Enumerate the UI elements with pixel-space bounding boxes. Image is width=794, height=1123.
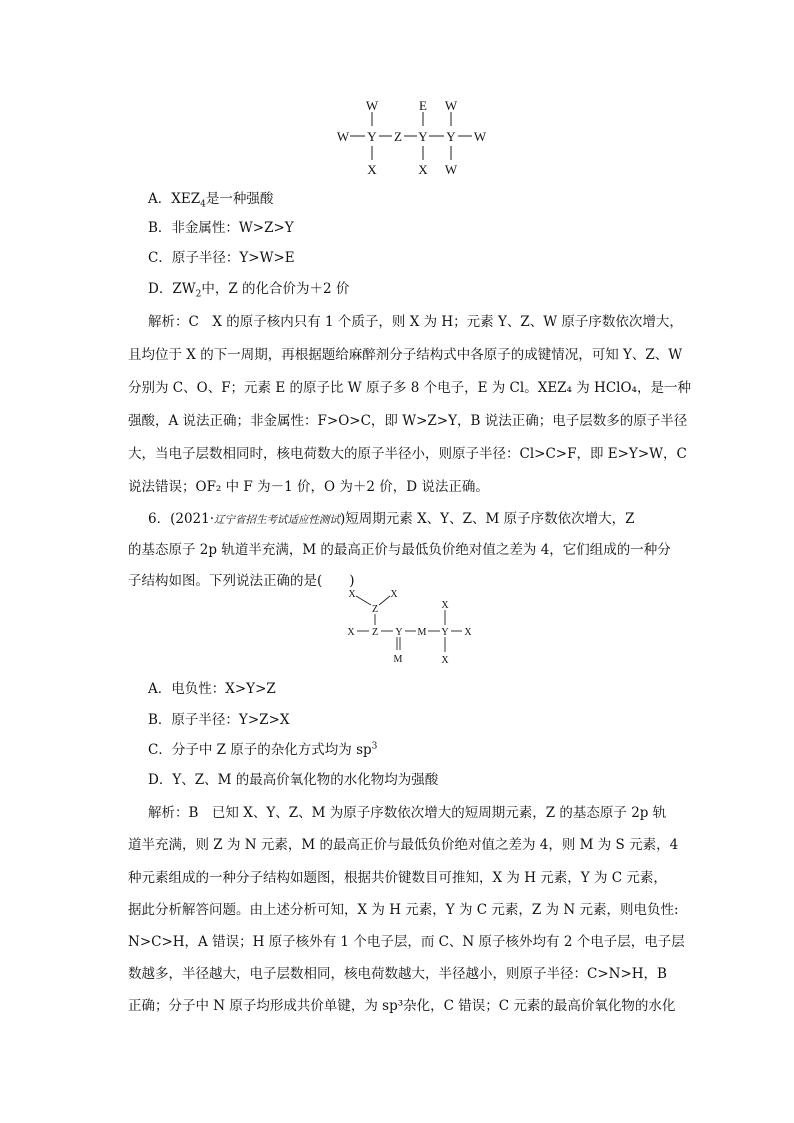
q6-analysis-line-1: 解析：B 已知 X、Y、Z、M 为原子序数依次增大的短周期元素，Z 的基态原子 2p 轨 <box>148 805 667 821</box>
d2-atom-m-mid: M <box>417 627 427 638</box>
d2-atom-y-left: Y <box>395 627 403 638</box>
q6-option-a: A．电负性：X>Y>Z <box>148 681 276 697</box>
atom-w-bottom: W <box>444 162 458 177</box>
atom-w-top-2: W <box>444 98 458 113</box>
q6-option-d: D．Y、Z、M 的最高价氧化物的水化物均为强酸 <box>148 772 439 788</box>
d2-atom-m-bottom: M <box>393 654 403 665</box>
q6-analysis-line-5: N>C>H，A 错误；H 原子核外有 1 个电子层，而 C、N 原子核外均有 2 个电子层，电子层 <box>128 934 685 950</box>
d2-atom-y-right: Y <box>441 627 449 638</box>
d2-atom-z-mid: Z <box>371 627 379 638</box>
atom-w-right: W <box>473 129 487 144</box>
q6-analysis-line-7: 正确；分子中 N 原子均形成共价单键，为 sp³杂化，C 错误；C 元素的最高价氧化物的水化 <box>128 998 676 1014</box>
d2-atom-z-top: Z <box>371 604 379 615</box>
d2-atom-x-top-left: X <box>348 589 356 600</box>
atom-e-top: E <box>419 98 427 113</box>
atom-w-top-1: W <box>365 98 379 113</box>
atom-y-2: Y <box>418 129 428 144</box>
atom-x-bottom-1: X <box>367 162 377 177</box>
d2-atom-x-top-right-col: X <box>441 600 449 611</box>
d2-atom-x-bottom-right: X <box>441 655 449 666</box>
q5-analysis-line-4: 强酸，A 说法正确；非金属性：F>O>C，即 W>Z>Y，B 说法正确；电子层数多的原子半径 <box>128 413 688 429</box>
q6-stem-line-3: 子结构如图。下列说法正确的是( ) <box>128 573 355 589</box>
q6-stem-line-1: 6．(2021·辽宁省招生考试适应性测试)短周期元素 X、Y、Z、M 原子序数依次增大，Z <box>148 511 635 527</box>
q6-analysis-line-3: 种元素组成的一种分子结构如题图，根据共价键数目可推知，X 为 H 元素，Y 为 C 元素， <box>128 870 667 886</box>
atom-y-3: Y <box>446 129 456 144</box>
atom-z: Z <box>394 129 402 144</box>
q5-option-a: A．$XEZ_4$是一种强酸 <box>148 191 274 210</box>
q5-option-c: C．原子半径：Y>W>E <box>148 250 295 266</box>
molecule-diagram-1 <box>330 96 500 180</box>
q5-option-b: B．非金属性：W>Z>Y <box>148 220 294 236</box>
q5-analysis-line-3: 分别为 C、O、F；元素 E 的原子比 W 原子多 8 个电子，E 为 Cl。XEZ₄ 为 HClO₄，是一种 <box>128 380 691 396</box>
q6-analysis-line-4: 据此分析解答问题。由上述分析可知，X 为 H 元素，Y 为 C 元素，Z 为 N 元素，则电负性: <box>128 902 679 918</box>
atom-x-bottom-2: X <box>418 162 428 177</box>
q6-analysis-line-6: 数越多，半径越大，电子层数相同，核电荷数越大，半径越小，则原子半径：C>N>H，B <box>128 966 667 982</box>
molecule-diagram-2 <box>340 585 480 667</box>
q5-analysis-line-5: 大，当电子层数相同时，核电荷数大的原子半径小，则原子半径：Cl>C>F，即 E>Y>W，C <box>128 446 687 462</box>
d2-atom-x-right: X <box>464 627 472 638</box>
q6-stem-line-2: 的基态原子 2p 轨道半充满，M 的最高正价与最低负价绝对值之差为 4，它们组成的一种分 <box>128 542 671 558</box>
q6-source: 辽宁省招生考试适应性测试 <box>214 514 341 526</box>
d2-atom-x-left: X <box>347 627 355 638</box>
q6-option-c: C．分子中 Z 原子的杂化方式均为 $sp^3$ <box>148 741 378 758</box>
d2-atom-x-top-right: X <box>390 589 398 600</box>
q6-option-b: B．原子半径：Y>Z>X <box>148 712 290 728</box>
q5-analysis-line-2: 且均位于 X 的下一周期，再根据题给麻醉剂分子结构式中各原子的成键情况，可知 Y、Z、W <box>128 347 683 363</box>
q5-analysis-line-1: 解析：C X 的原子核内只有 1 个质子，则 X 为 H；元素 Y、Z、W 原子序数依次增大， <box>148 314 683 330</box>
q5-analysis-line-6: 说法错误；OF₂ 中 F 为－1 价，O 为＋2 价，D 说法正确。 <box>128 479 489 495</box>
q5-option-d: D．$ZW_2$中，Z 的化合价为＋2 价 <box>148 281 350 300</box>
atom-w-left: W <box>336 129 350 144</box>
atom-y-1: Y <box>367 129 377 144</box>
q6-analysis-line-2: 道半充满，则 Z 为 N 元素，M 的最高正价与最低负价绝对值之差为 4，则 M 为 S 元素，4 <box>128 837 679 853</box>
